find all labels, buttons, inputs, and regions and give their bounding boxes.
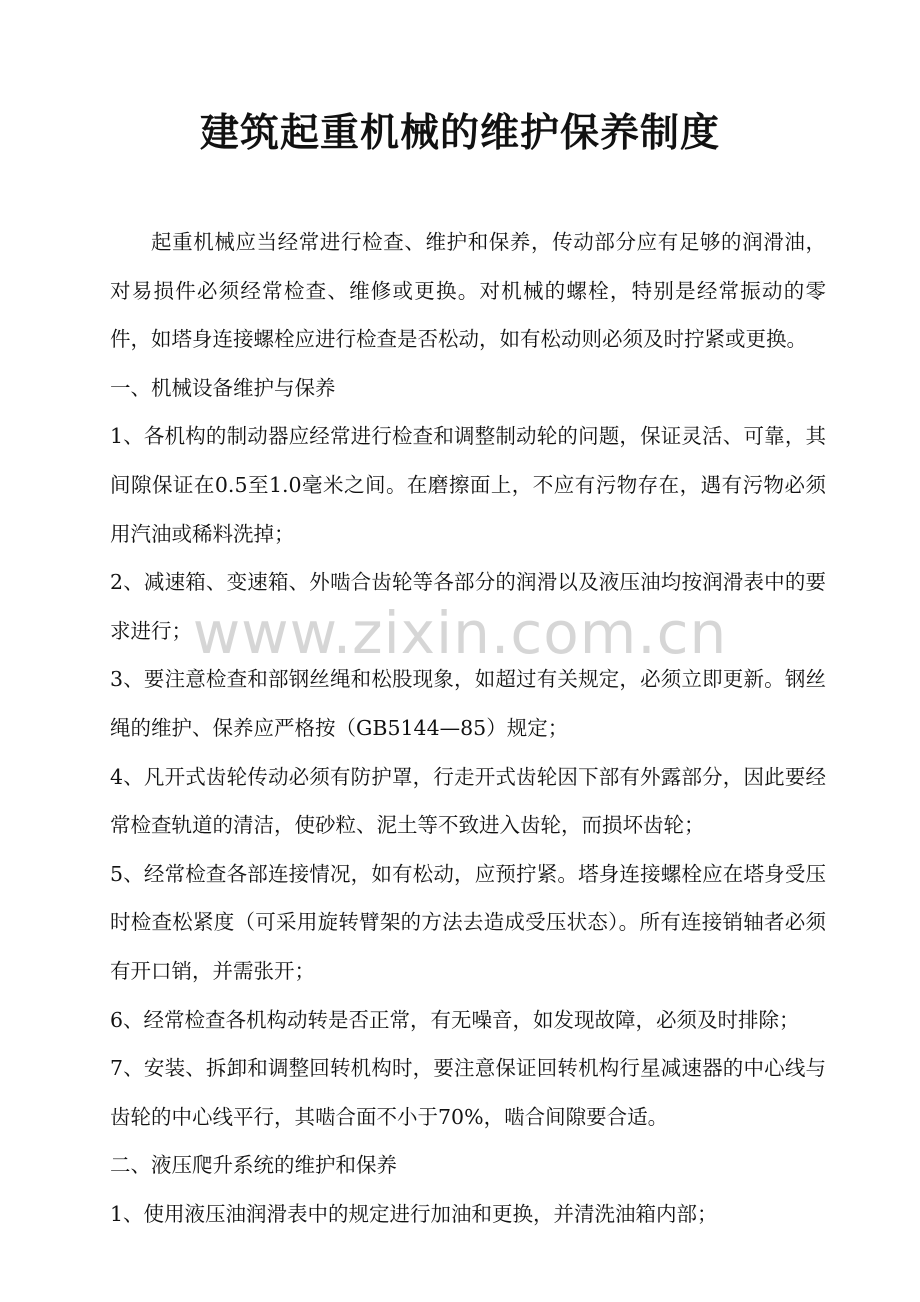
list-item: 2、减速箱、变速箱、外啮合齿轮等各部分的润滑以及液压油均按润滑表中的要求进行； [110,570,826,643]
list-item: 3、要注意检查和部钢丝绳和松股现象，如超过有关规定，必须立即更新。钢丝绳的维护、保养应严格按（GB5144—85）规定； [110,667,826,740]
list-item: 4、凡开式齿轮传动必须有防护罩，行走开式齿轮因下部有外露部分，因此要经常检查轨道的清洁，使砂粒、泥土等不致进入齿轮，而损坏齿轮； [110,764,826,838]
list-item: 5、经常检查各部连接情况，如有松动，应预拧紧。塔身连接螺栓应在塔身受压时检查松紧度（可采用旋转臂架的方法去造成受压状态）。所有连接销轴者必须有开口销，并需张开； [110,861,826,983]
document-title: 建筑起重机械的维护保养制度 [199,111,720,156]
list-item: 7、安装、拆卸和调整回转机构时，要注意保证回转机构行星减速器的中心线与齿轮的中心线平行，其啮合面不小于70%，啮合间隙要合适。 [110,1056,826,1129]
list-item: 1、使用液压油润滑表中的规定进行加油和更换，并清洗油箱内部； [110,1201,718,1226]
list-item: 1、各机构的制动器应经常进行检查和调整制动轮的问题，保证灵活、可靠，其间隙保证在0.5至1.0毫米之间。在磨擦面上，不应有污物存在，遇有污物必须用汽油或稀料洗掉； [110,424,826,546]
watermark: www.zixin.com.cn [192,599,728,667]
section-heading-2: 二、液压爬升系统的维护和保养 [110,1153,397,1178]
list-item: 6、经常检查各机构动转是否正常，有无噪音，如发现故障，必须及时排除； [110,1007,800,1032]
document-body [110,218,826,1238]
intro-paragraph: 起重机械应当经常进行检查、维护和保养，传动部分应有足够的润滑油，对易损件必须经常检查、维修或更换。对机械的螺栓，特别是经常振动的零件，如塔身连接螺栓应进行检查是否松动，如有松动则必须及时拧紧或更换。 [110,230,826,352]
section-heading-1: 一、机械设备维护与保养 [110,375,336,400]
